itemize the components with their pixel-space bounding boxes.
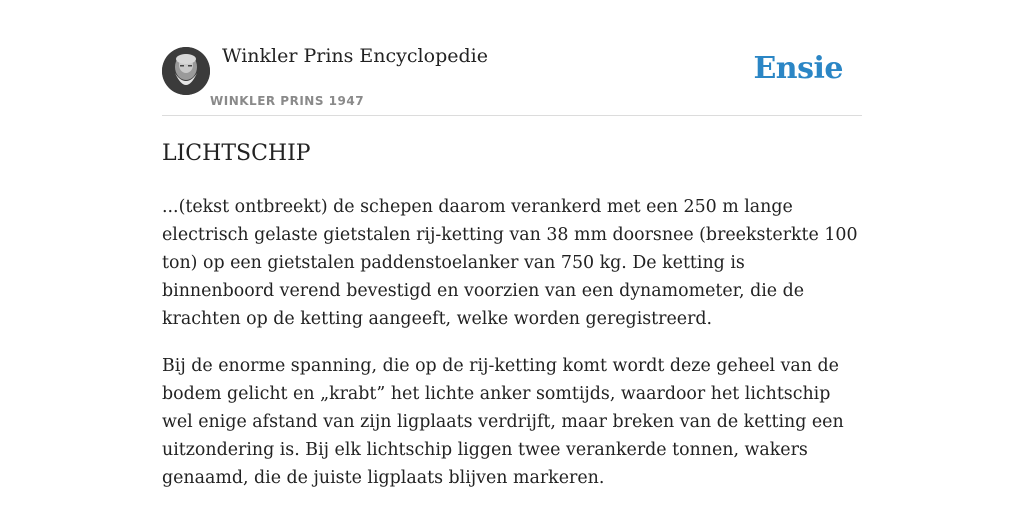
article-header [162,0,862,116]
article-paragraph-2: Bij de enorme spanning, die op de rij-ketting komt wordt deze geheel van de bodem gelicht en „krabt” het lichte anker somtijds, waardoor het lichtschip wel enige afstand van zijn ligplaats verdrijft, maar breken van de ketting een uitzondering is. Bij elk lichtschip liggen twee verankerde tonnen, wakers genaamd, die de juiste ligplaats blijven markeren. [162,356,844,488]
article-paragraph-1: ...(tekst ontbreekt) de schepen daarom verankerd met een 250 m lange electrisch gelaste gietstalen rij-ketting van 38 mm doorsnee (breeksterkte 100 ton) op een gietstalen paddenstoelanker van 750 kg. De ketting is binnenboord verend bevestigd en voorzien van een dynamometer, die de krachten op de ketting aangeeft, welke worden geregistreerd. [162,197,858,329]
source-edition[interactable]: WINKLER PRINS 1947 [210,94,365,108]
article-container [162,0,862,488]
author-avatar-icon[interactable] [162,47,210,95]
brand-logo[interactable]: Ensie [753,51,843,86]
article-body [162,193,862,511]
source-name[interactable]: Winkler Prins Encyclopedie [222,45,488,67]
article-title: LICHTSCHIP [162,141,311,166]
